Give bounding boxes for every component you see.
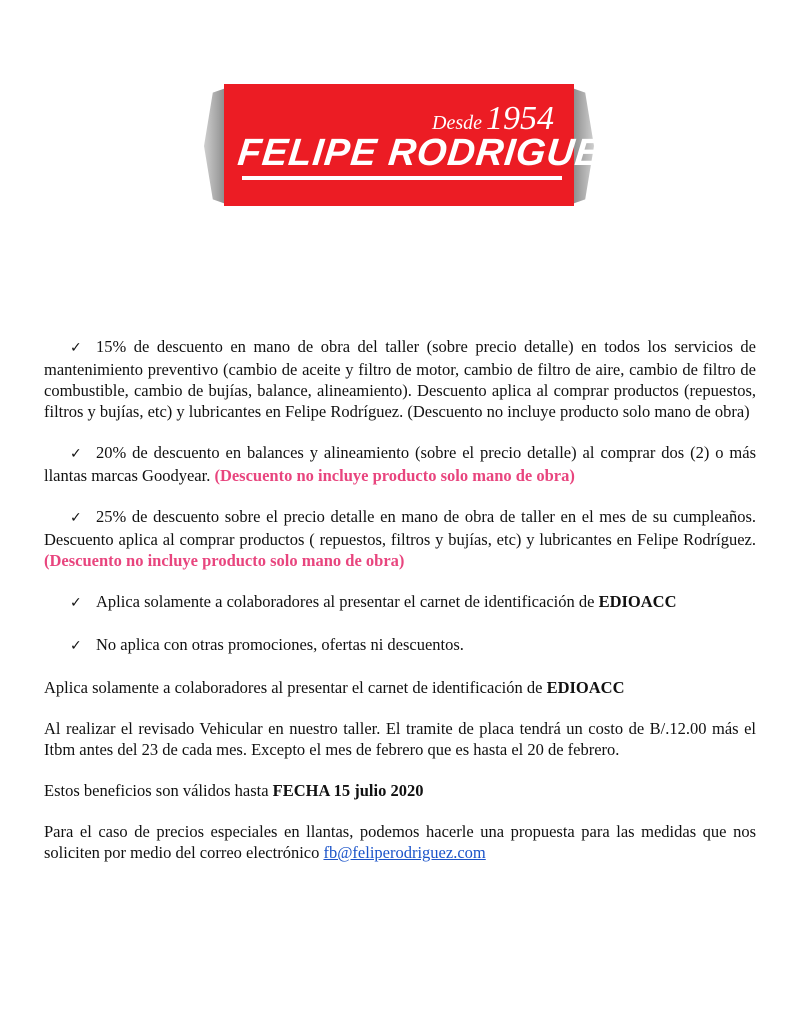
document-body bbox=[44, 336, 756, 883]
logo-bevel-left bbox=[204, 88, 226, 204]
tires-text: Para el caso de precios especiales en llantas, podemos hacerle una propuesta para las medidas que nos soliciten por medio del correo electrónico bbox=[44, 822, 756, 862]
vehicle-text: Al realizar el revisado Vehicular en nuestro taller. El tramite de placa tendrá un costo de B/.12.00 más el Itbm antes del 23 de cada mes. Excepto el mes de febrero que es hasta el 20 de febrero. bbox=[44, 719, 756, 759]
benefit-1-text: 15% de descuento en mano de obra del taller (sobre precio detalle) en todos los servicios de mantenimiento preventivo (cambio de aceite y filtro de motor, cambio de filtro de aire, cambio de filtro de combustible, cambio de bujías, balance, alineamiento). Descuento aplica al comprar productos (repuestos, filtros y bujías, etc) y lubricantes en Felipe Rodríguez. (Descuento no incluye producto solo mano de obra) bbox=[44, 337, 756, 421]
benefit-3-text: 25% de descuento sobre el precio detalle en mano de obra de taller en el mes de su cumpleaños. Descuento aplica al comprar productos ( repuestos, filtros y bujías, etc) y lubricantes en Felipe Rodríguez. bbox=[44, 507, 756, 549]
logo-since-word: Desde bbox=[432, 112, 482, 134]
collaborators-company: EDIOACC bbox=[546, 678, 625, 697]
check-icon: ✓ bbox=[70, 340, 82, 356]
vehicle-note bbox=[44, 718, 756, 760]
benefit-2 bbox=[44, 442, 756, 486]
logo-since-year: 1954 bbox=[486, 100, 554, 137]
benefit-4-text: Aplica solamente a colaboradores al presentar el carnet de identificación de bbox=[96, 592, 595, 611]
logo-underline bbox=[242, 176, 562, 180]
collaborators-note bbox=[44, 677, 756, 698]
company-logo bbox=[204, 84, 628, 206]
validity-date: FECHA 15 julio 2020 bbox=[272, 781, 424, 800]
benefit-2-note: (Descuento no incluye producto solo mano de obra) bbox=[214, 466, 575, 485]
validity-note bbox=[44, 780, 756, 801]
benefit-2-text: 20% de descuento en balances y alineamiento (sobre el precio detalle) al comprar dos (2) o más llantas marcas Goodyear. bbox=[44, 443, 756, 485]
benefit-3 bbox=[44, 506, 756, 571]
logo-name: FELIPE RODRIGUEZ bbox=[235, 132, 628, 174]
check-icon: ✓ bbox=[70, 638, 82, 654]
check-icon: ✓ bbox=[70, 446, 82, 462]
check-icon: ✓ bbox=[70, 510, 82, 526]
benefit-1 bbox=[44, 336, 756, 422]
benefit-4-company: EDIOACC bbox=[598, 592, 677, 611]
benefit-3-note: (Descuento no incluye producto solo mano de obra) bbox=[44, 551, 405, 570]
validity-text: Estos beneficios son válidos hasta bbox=[44, 781, 269, 800]
collaborators-text: Aplica solamente a colaboradores al presentar el carnet de identificación de bbox=[44, 678, 543, 697]
benefit-4 bbox=[44, 591, 756, 614]
benefit-5-text: No aplica con otras promociones, ofertas ni descuentos. bbox=[96, 635, 464, 654]
benefit-5 bbox=[44, 634, 756, 657]
logo-banner bbox=[224, 84, 628, 206]
check-icon: ✓ bbox=[70, 595, 82, 611]
tires-note bbox=[44, 821, 756, 863]
email-link[interactable]: fb@feliperodriguez.com bbox=[323, 843, 486, 862]
